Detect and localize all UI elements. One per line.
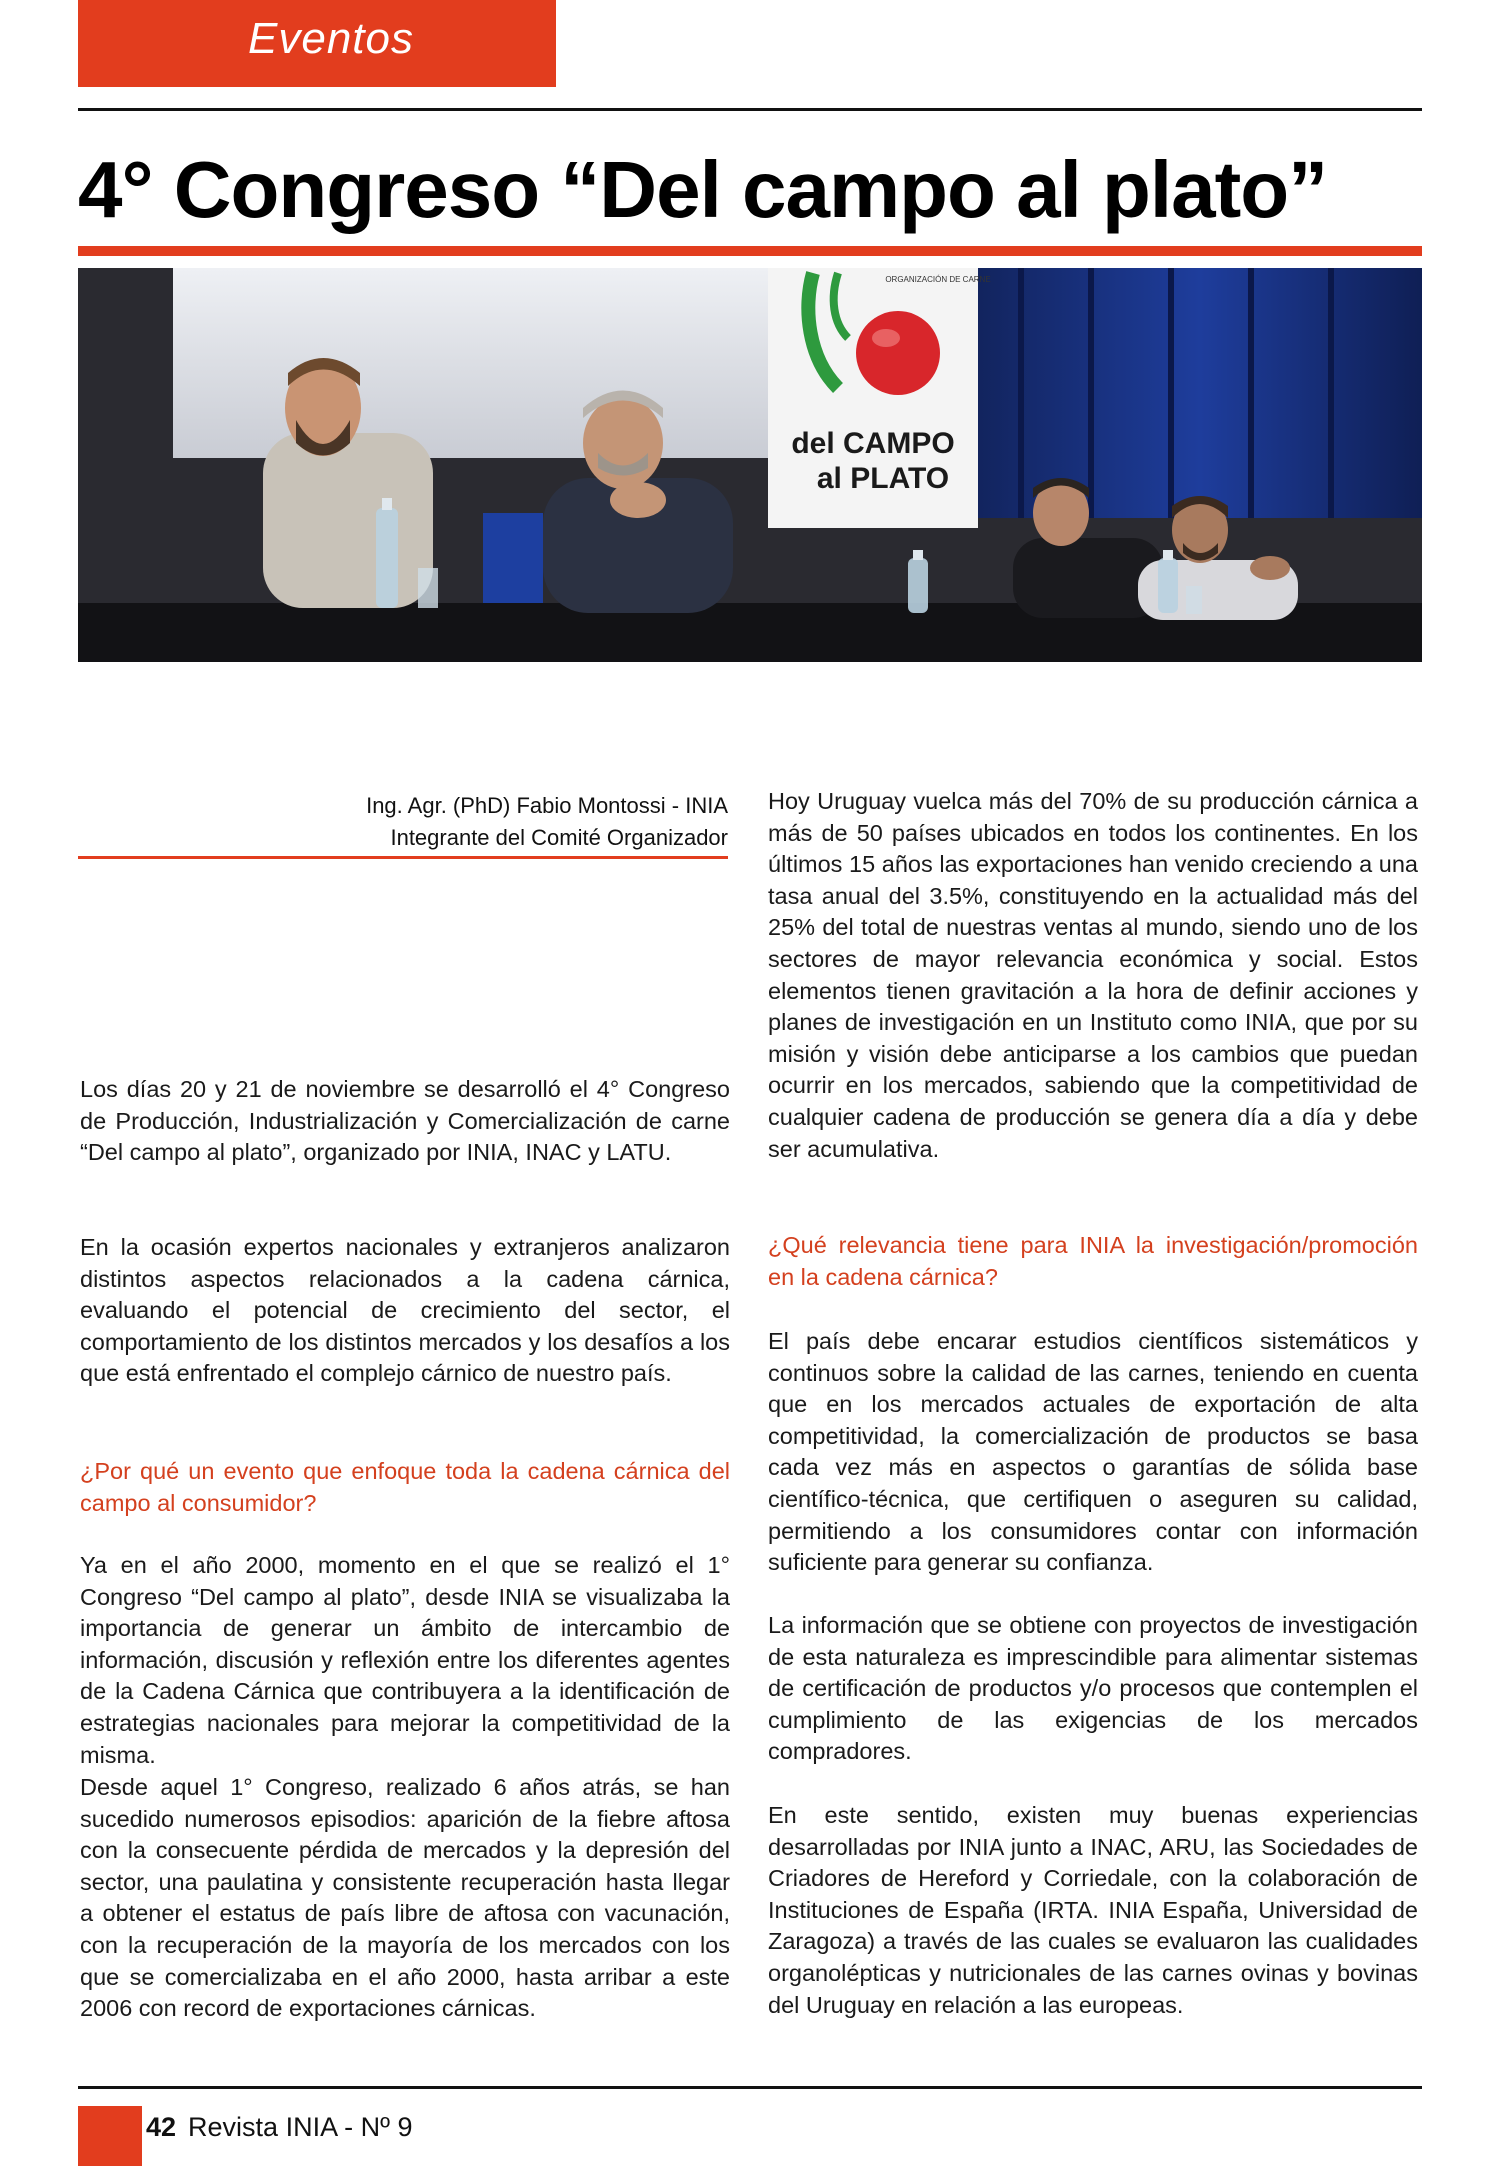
banner-logo-text: ORGANIZACIÓN DE CARNE [885, 275, 991, 284]
byline-author: Ing. Agr. (PhD) Fabio Montossi - INIA [366, 793, 728, 818]
paragraph: En la ocasión expertos nacionales y extranjeros analizaron distintos aspectos relacionados a la cadena cárnica, evaluando el potencial de crecimiento del sector, el comportamiento de los distintos mercados y los desafíos a los que está enfrentado el complejo cárnico de nuestro país. [80, 1234, 730, 1387]
water-glass [1186, 586, 1202, 614]
page-number: 42 [146, 2112, 177, 2142]
paragraph: El país debe encarar estudios científicos sistemáticos y continuos sobre la calidad de las carnes, teniendo en cuenta que en los mercados actuales de exportación de alta competitividad, la comercialización de productos se basa cada vez más en aspectos o garantías de sólida base científico-técnica, que certifiquen o aseguren su calidad, permitiendo a los consumidores contar con información suficiente para generar su confianza. [768, 1328, 1418, 1576]
paragraph: Desde aquel 1° Congreso, realizado 6 años atrás, se han sucedido numerosos episodios: aparición de la fiebre aftosa con la consecuente pérdida de mercados y la depresión del sector, una paulatina y consistente recuperación hasta llegar a obtener el estatus de país libre de aftosa con vacunación, con la recuperación de la mayoría de los mercados con los que se comercializaba en el año 2000, hasta arribar a este 2006 con record de exportaciones cárnicas. [80, 1774, 730, 2022]
water-bottle [376, 498, 398, 608]
banner-logo-red-circle [856, 311, 940, 395]
water-bottle [1158, 550, 1178, 613]
subheading-question: ¿Qué relevancia tiene para INIA la investigación/promoción en la cadena cárnica? [768, 1232, 1418, 1290]
footer-rule [78, 2086, 1422, 2089]
paragraph: La información que se obtiene con proyectos de investigación de esta naturaleza es imprescindible para alimentar sistemas de certificación de productos y/o procesos que contemplen el cumplimiento de las exigencias de los mercados compradores. [768, 1612, 1418, 1765]
water-bottle [908, 550, 928, 613]
footer [146, 2112, 412, 2143]
banner-line-1: del CAMPO [791, 427, 955, 460]
blue-curtain [978, 268, 1422, 518]
byline [78, 790, 728, 854]
water-glass [418, 568, 438, 608]
paragraph: En este sentido, existen muy buenas experiencias desarrolladas por INIA junto a INAC, ARU, las Sociedades de Criadores de Hereford y Corriedale, con la colaboración de Instituciones de España (IRTA. INIA España, Universidad de Zaragoza) a través de las cuales se evaluaron las cualidades organolépticas y nutricionales de las carnes ovinas y bovinas del Uruguay en relación a las europeas. [768, 1802, 1418, 2018]
title-underline [78, 246, 1422, 256]
publication-name: Revista INIA - Nº 9 [188, 2112, 413, 2142]
top-rule [78, 108, 1422, 111]
subheading-question: ¿Por qué un evento que enfoque toda la cadena cárnica del campo al consumidor? [80, 1458, 730, 1516]
byline-rule [78, 856, 728, 859]
projection-screen [173, 268, 783, 458]
paragraph: Ya en el año 2000, momento en el que se realizó el 1° Congreso “Del campo al plato”, desde INIA se visualizaba la importancia de generar un ámbito de intercambio de información, discusión y reflexión entre los diferentes agentes de la Cadena Cárnica que contribuyera a la identificación de estrategias nacionales para mejorar la competitividad de la misma. [80, 1552, 730, 1768]
footer-red-block [78, 2106, 142, 2166]
chair [483, 513, 543, 603]
banner-line-2: al PLATO [816, 462, 950, 495]
paragraph: Hoy Uruguay vuelca más del 70% de su producción cárnica a más de 50 países ubicados en todos los continentes. En los últimos 15 años las exportaciones han venido creciendo a una tasa anual del 3.5%, constituyendo en la actualidad más del 25% del total de nuestras ventas al mundo, siendo uno de los sectores de mayor relevancia económica y social. Estos elementos tienen gravitación a la hora de definir acciones y planes de investigación en un Instituto como INIA, que por su misión y visión debe anticiparse a los cambios que puedan ocurrir en los mercados, sabiendo que la competitividad de cualquier cadena de producción se genera día a día y debe ser acumulativa. [768, 788, 1418, 1162]
section-label: Eventos [248, 14, 414, 63]
paragraph: Los días 20 y 21 de noviembre se desarrolló el 4° Congreso de Producción, Industrialización y Comercialización de carne “Del campo al plato”, organizado por INIA, INAC y LATU. [80, 1076, 730, 1166]
congress-photo-illustration [78, 268, 1422, 662]
article-title: 4° Congreso “Del campo al plato” [78, 145, 1328, 234]
congress-photo [78, 268, 1422, 662]
byline-role: Integrante del Comité Organizador [390, 825, 728, 850]
section-tab [78, 0, 556, 87]
